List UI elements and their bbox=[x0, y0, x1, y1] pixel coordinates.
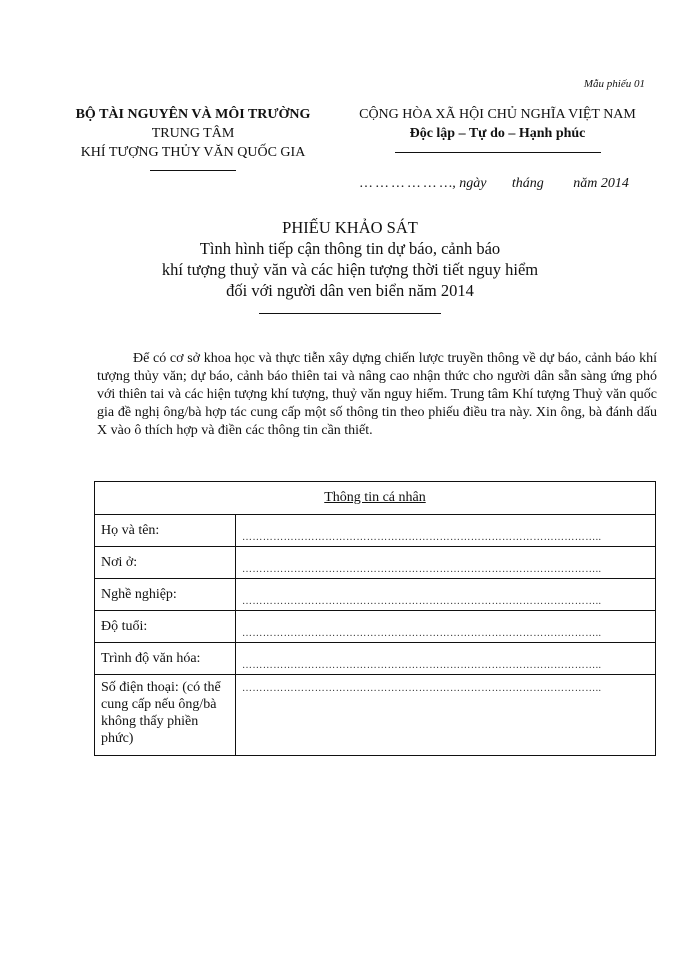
field-label-age: Độ tuổi: bbox=[95, 611, 236, 643]
ministry-name: BỘ TÀI NGUYÊN VÀ MÔI TRƯỜNG bbox=[75, 107, 311, 122]
residence-field[interactable]: ………………………………………………………………………………………….. bbox=[236, 547, 656, 579]
title-line-2: khí tượng thuỷ văn và các hiện tượng thời tiết nguy hiểm bbox=[161, 260, 539, 279]
document-title bbox=[0, 217, 700, 314]
motto-underline bbox=[395, 152, 601, 153]
table-row bbox=[95, 547, 656, 579]
name-field[interactable]: ………………………………………………………………………………………….. bbox=[236, 515, 656, 547]
personal-info-table bbox=[94, 481, 656, 756]
date-month-label: tháng bbox=[511, 176, 544, 191]
education-field[interactable]: ………………………………………………………………………………………….. bbox=[236, 643, 656, 675]
intro-paragraph: Để có cơ sở khoa học và thực tiễn xây dựng chiến lược truyền thông về dự báo, cảnh báo khí tượng thủy văn; dự báo, cảnh báo thiên tai và nâng cao nhận thức cho người dân sẵn sàng ứng phó với thiên tai và các hiện tượng khí tượng, thuỷ văn nguy hiểm. Trung tâm Khí tượng Thuỷ văn quốc gia đề nghị ông/bà hợp tác cung cấp một số thông tin theo phiếu điều tra này. Xin ông, bà đánh dấu X vào ô thích hợp và điền các thông tin cần thiết. bbox=[97, 351, 657, 438]
national-header bbox=[340, 105, 655, 153]
title-line-3: đối với người dân ven biển năm 2014 bbox=[226, 281, 474, 300]
issuer-underline bbox=[150, 170, 236, 171]
date-place-blank[interactable]: … … … … … …, ngày bbox=[360, 176, 487, 191]
form-number: Mẫu phiếu 01 bbox=[583, 78, 645, 90]
occupation-field[interactable]: ………………………………………………………………………………………….. bbox=[236, 579, 656, 611]
center-label: TRUNG TÂM bbox=[151, 126, 235, 141]
issuer-header bbox=[58, 105, 328, 171]
phone-field[interactable]: ………………………………………………………………………………………….. bbox=[236, 675, 656, 756]
title-underline bbox=[259, 313, 441, 314]
title-main: PHIẾU KHẢO SÁT bbox=[282, 218, 418, 237]
table-row bbox=[95, 515, 656, 547]
personal-info-heading: Thông tin cá nhân bbox=[95, 482, 656, 515]
field-label-occupation: Nghề nghiệp: bbox=[95, 579, 236, 611]
table-row bbox=[95, 611, 656, 643]
field-label-phone: Số điện thoại: (có thể cung cấp nếu ông/bà không thấy phiền phức) bbox=[95, 675, 236, 756]
date-line bbox=[360, 176, 650, 192]
table-row bbox=[95, 643, 656, 675]
date-year-label: năm 2014 bbox=[573, 176, 629, 191]
age-field[interactable]: ………………………………………………………………………………………….. bbox=[236, 611, 656, 643]
center-name: KHÍ TƯỢNG THỦY VĂN QUỐC GIA bbox=[80, 145, 306, 160]
table-row bbox=[95, 579, 656, 611]
country-name: CỘNG HÒA XÃ HỘI CHỦ NGHĨA VIỆT NAM bbox=[359, 107, 636, 122]
field-label-name: Họ và tên: bbox=[95, 515, 236, 547]
table-row bbox=[95, 675, 656, 756]
table-header-row bbox=[95, 482, 656, 515]
field-label-residence: Nơi ở: bbox=[95, 547, 236, 579]
field-label-education: Trình độ văn hóa: bbox=[95, 643, 236, 675]
national-motto: Độc lập – Tự do – Hạnh phúc bbox=[409, 126, 586, 141]
title-line-1: Tình hình tiếp cận thông tin dự báo, cảnh báo bbox=[199, 239, 501, 258]
